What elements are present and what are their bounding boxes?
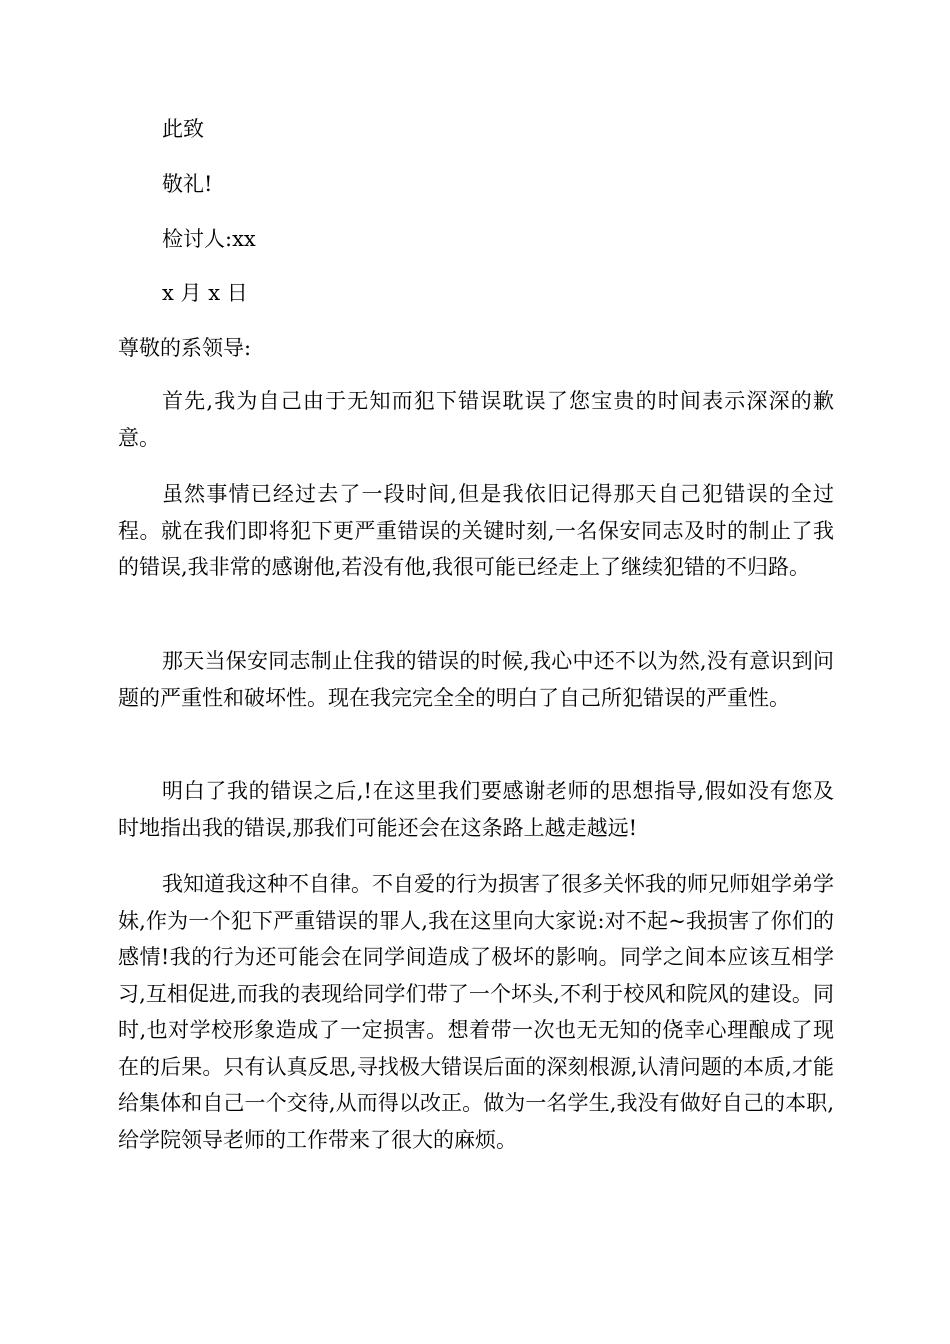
- signature-line: 检讨人:xx: [162, 227, 256, 251]
- paragraph-realization: 那天当保安同志制止住我的错误的时候,我心中还不以为然,没有意识到问题的严重性和破坏性。现在我完完全全的明白了自己所犯错误的严重性。: [118, 649, 834, 710]
- paragraph-apology: 首先,我为自己由于无知而犯下错误耽误了您宝贵的时间表示深深的歉意。: [118, 389, 834, 450]
- paragraph-recollection: 虽然事情已经过去了一段时间,但是我依旧记得那天自己犯错误的全过程。就在我们即将犯下更严重错误的关键时刻,一名保安同志及时的制止了我的错误,我非常的感谢他,若没有他,我很可能已经走上了继续犯错的不归路。: [118, 482, 834, 579]
- letter-salutation: 尊敬的系领导:: [118, 336, 252, 360]
- closing-line-cizhi: 此致: [162, 117, 204, 141]
- closing-line-jingli: 敬礼!: [162, 172, 213, 196]
- paragraph-reflection: 我知道我这种不自律。不自爱的行为损害了很多关怀我的师兄师姐学弟学妹,作为一个犯下严重错误的罪人,我在这里向大家说:对不起~我损害了你们的感情!我的行为还可能会在同学间造成了极坏的影响。同学之间本应该互相学习,互相促进,而我的表现给同学们带了一个坏头,不利于校风和院风的建设。同时,也对学校形象造成了一定损害。想着带一次也无无知的侥幸心理酿成了现在的后果。只有认真反思,寻找极大错误后面的深刻根源,认清问题的本质,才能给集体和自己一个交待,从而得以改正。做为一名学生,我没有做好自己的本职,给学院领导老师的工作带来了很大的麻烦。: [118, 872, 834, 1152]
- paragraph-gratitude: 明白了我的错误之后,!在这里我们要感谢老师的思想指导,假如没有您及时地指出我的错误,那我们可能还会在这条路上越走越远!: [118, 779, 834, 840]
- date-line: x 月 x 日: [162, 281, 248, 305]
